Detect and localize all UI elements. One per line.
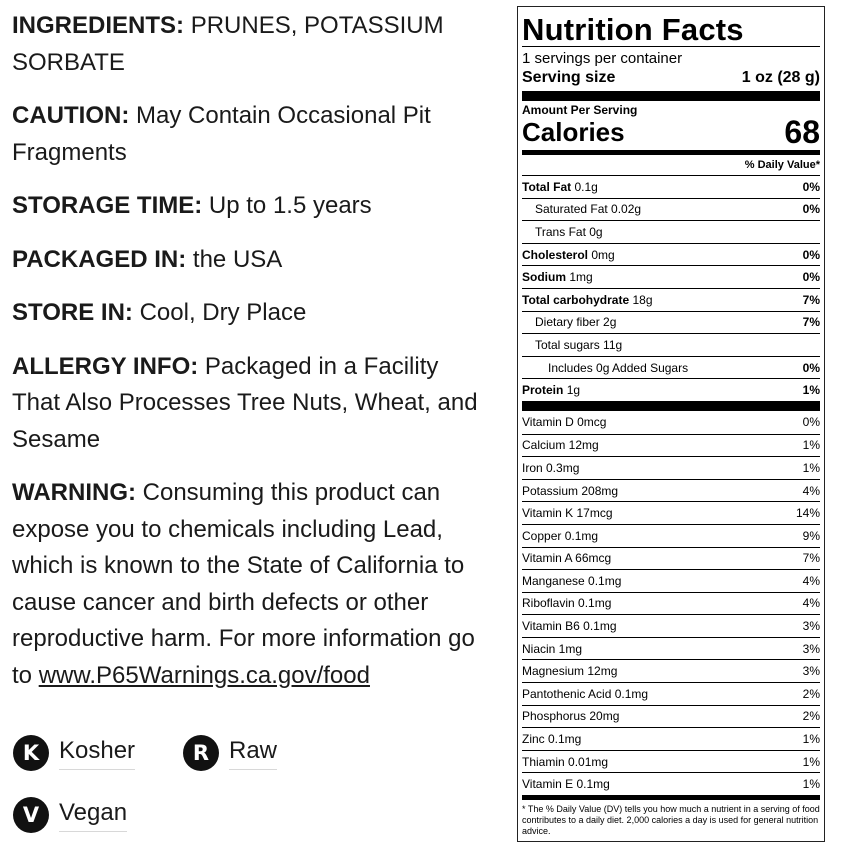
caution-paragraph <box>12 98 492 171</box>
kosher-label: Kosher <box>59 737 135 770</box>
protein-amount: 1g <box>566 383 581 398</box>
servings-per-container: 1 servings per container <box>522 50 683 67</box>
packaged-in-label: PACKAGED IN: <box>12 245 187 273</box>
vitamin-row <box>522 501 820 524</box>
kosher-badge <box>13 735 135 771</box>
vitamin-row <box>522 637 820 660</box>
total-sugars-row <box>522 333 820 356</box>
vitamin-dv: 3% <box>802 619 820 634</box>
warning-text: Consuming this product can expose you to chemicals including Lead, which is known to the State of California to cause cancer and birth defects or other reproductive harm. For more information go to <box>12 479 475 689</box>
dietary-fiber-name: Dietary fiber 2g <box>535 315 617 330</box>
caution-label: CAUTION: <box>12 102 130 129</box>
raw-icon: R <box>183 735 219 771</box>
nutrition-title: Nutrition Facts <box>522 12 744 47</box>
trans-fat-row <box>522 220 820 243</box>
vitamin-dv: 2% <box>802 709 820 724</box>
packaged-in-text: the USA <box>192 245 283 273</box>
storage-time-label: STORAGE TIME: <box>12 192 203 219</box>
cholesterol-dv: 0% <box>802 247 820 262</box>
vitamin-dv: 3% <box>802 641 820 656</box>
warning-label: WARNING: <box>12 479 136 506</box>
sodium-dv: 0% <box>802 270 820 285</box>
total-carbohydrate-dv: 7% <box>802 292 820 307</box>
vitamin-row <box>522 411 820 434</box>
vitamin-dv: 14% <box>795 506 820 521</box>
caution-text: May Contain Occasional Pit Fragments <box>12 102 431 166</box>
store-in-label: STORE IN: <box>12 299 133 326</box>
footnote-divider <box>522 795 820 800</box>
vitamin-row <box>522 659 820 682</box>
warning-paragraph <box>12 475 492 694</box>
vitamin-name: Vitamin B6 0.1mg <box>522 619 617 634</box>
serving-size-row <box>522 68 820 88</box>
vitamin-list <box>522 411 820 795</box>
vitamin-name: Magnesium 12mg <box>522 664 618 679</box>
total-fat-name: Total Fat <box>522 179 572 194</box>
vitamin-name: Pantothenic Acid 0.1mg <box>522 686 649 701</box>
calories-value: 68 <box>784 114 820 150</box>
total-fat-row <box>522 175 820 198</box>
vitamin-name: Thiamin 0.01mg <box>522 754 609 769</box>
vitamin-dv: 9% <box>802 528 820 543</box>
total-carbohydrate-name: Total carbohydrate <box>522 292 630 307</box>
cholesterol-row <box>522 243 820 266</box>
daily-value-footnote: * The % Daily Value (DV) tells you how much a nutrient in a serving of food contributes to a daily diet. 2,000 calories a day is used for general nutrition advice. <box>522 804 820 837</box>
vitamin-row <box>522 524 820 547</box>
dietary-fiber-dv: 7% <box>802 315 820 330</box>
vitamin-row <box>522 727 820 750</box>
vitamin-dv: 7% <box>802 551 820 566</box>
total-fat-amount: 0.1g <box>574 179 598 194</box>
vitamin-dv: 1% <box>802 460 820 475</box>
vitamin-name: Niacin 1mg <box>522 641 583 656</box>
product-info <box>12 8 492 694</box>
vitamin-row <box>522 614 820 637</box>
storage-time-text: Up to 1.5 years <box>208 192 372 219</box>
ingredients-text: PRUNES, POTASSIUM SORBATE <box>12 12 444 76</box>
storage-time-paragraph <box>12 188 492 225</box>
trans-fat-name: Trans Fat 0g <box>535 224 603 239</box>
packaged-in-paragraph <box>12 242 492 279</box>
vitamin-name: Vitamin D 0mcg <box>522 415 607 430</box>
saturated-fat-name: Saturated Fat 0.02g <box>535 202 642 217</box>
saturated-fat-dv: 0% <box>802 202 820 217</box>
sodium-amount: 1mg <box>569 270 593 285</box>
protein-dv: 1% <box>802 383 820 398</box>
vegan-icon: V <box>13 797 49 833</box>
raw-badge <box>183 735 277 771</box>
vegan-badge <box>13 797 127 833</box>
vitamin-row <box>522 456 820 479</box>
vitamin-row <box>522 682 820 705</box>
vitamin-name: Riboflavin 0.1mg <box>522 596 612 611</box>
vitamin-name: Phosphorus 20mg <box>522 709 620 724</box>
total-carbohydrate-row <box>522 288 820 311</box>
calories-label: Calories <box>522 117 625 147</box>
vitamin-name: Copper 0.1mg <box>522 528 599 543</box>
vitamin-dv: 3% <box>802 664 820 679</box>
vitamin-row <box>522 569 820 592</box>
vitamin-name: Zinc 0.1mg <box>522 732 582 747</box>
thick-divider <box>522 91 820 101</box>
raw-label: Raw <box>229 737 277 770</box>
ingredients-label: INGREDIENTS: <box>12 12 185 39</box>
calories-row <box>522 114 820 150</box>
vitamin-name: Vitamin E 0.1mg <box>522 777 610 792</box>
dietary-fiber-row <box>522 311 820 334</box>
allergy-paragraph <box>12 349 492 459</box>
vitamin-name: Vitamin A 66mcg <box>522 551 612 566</box>
vitamin-dv: 1% <box>802 777 820 792</box>
protein-row <box>522 378 820 401</box>
total-fat-dv: 0% <box>802 179 820 194</box>
vegan-label: Vegan <box>59 799 127 832</box>
vitamin-row <box>522 479 820 502</box>
amount-per-serving: Amount Per Serving <box>522 103 638 117</box>
ingredients-paragraph <box>12 8 492 81</box>
added-sugars-name: Includes 0g Added Sugars <box>548 360 689 375</box>
vitamin-row <box>522 750 820 773</box>
added-sugars-dv: 0% <box>802 360 820 375</box>
saturated-fat-row <box>522 198 820 221</box>
allergy-label: ALLERGY INFO: <box>12 352 199 380</box>
sodium-name: Sodium <box>522 270 566 285</box>
vitamin-name: Manganese 0.1mg <box>522 573 622 588</box>
total-carbohydrate-amount: 18g <box>632 292 653 307</box>
vitamin-dv: 1% <box>802 732 820 747</box>
vitamin-dv: 0% <box>802 415 820 430</box>
vitamin-dv: 4% <box>802 483 820 498</box>
kosher-icon: K <box>13 735 49 771</box>
daily-value-header: % Daily Value* <box>744 159 820 171</box>
vitamin-row <box>522 772 820 795</box>
vitamin-row <box>522 705 820 728</box>
serving-size-value: 1 oz (28 g) <box>741 69 820 86</box>
cholesterol-name: Cholesterol <box>522 247 589 262</box>
vitamin-name: Potassium 208mg <box>522 483 619 498</box>
vitamin-name: Iron 0.3mg <box>522 460 580 475</box>
vitamin-dv: 4% <box>802 573 820 588</box>
cholesterol-amount: 0mg <box>591 247 615 262</box>
added-sugars-row <box>522 356 820 379</box>
vitamin-row <box>522 547 820 570</box>
vitamin-dv: 2% <box>802 686 820 701</box>
vitamin-name: Vitamin K 17mcg <box>522 506 613 521</box>
nutrition-facts-panel <box>517 6 825 842</box>
vitamin-row <box>522 592 820 615</box>
vitamin-row <box>522 434 820 457</box>
store-in-text: Cool, Dry Place <box>139 299 307 326</box>
vitamin-dv: 1% <box>802 754 820 769</box>
sodium-row <box>522 265 820 288</box>
protein-name: Protein <box>522 383 564 398</box>
allergy-text: Packaged in a Facility That Also Processes Tree Nuts, Wheat, and Sesame <box>12 352 478 453</box>
thick-divider-vitamins <box>522 401 820 411</box>
store-in-paragraph <box>12 295 492 332</box>
p65-warnings-link[interactable]: www.P65Warnings.ca.gov/food <box>38 661 370 689</box>
vitamin-name: Calcium 12mg <box>522 438 599 453</box>
vitamin-dv: 4% <box>802 596 820 611</box>
vitamin-dv: 1% <box>802 438 820 453</box>
total-sugars-name: Total sugars 11g <box>535 337 623 352</box>
serving-size-label: Serving size <box>522 69 616 86</box>
